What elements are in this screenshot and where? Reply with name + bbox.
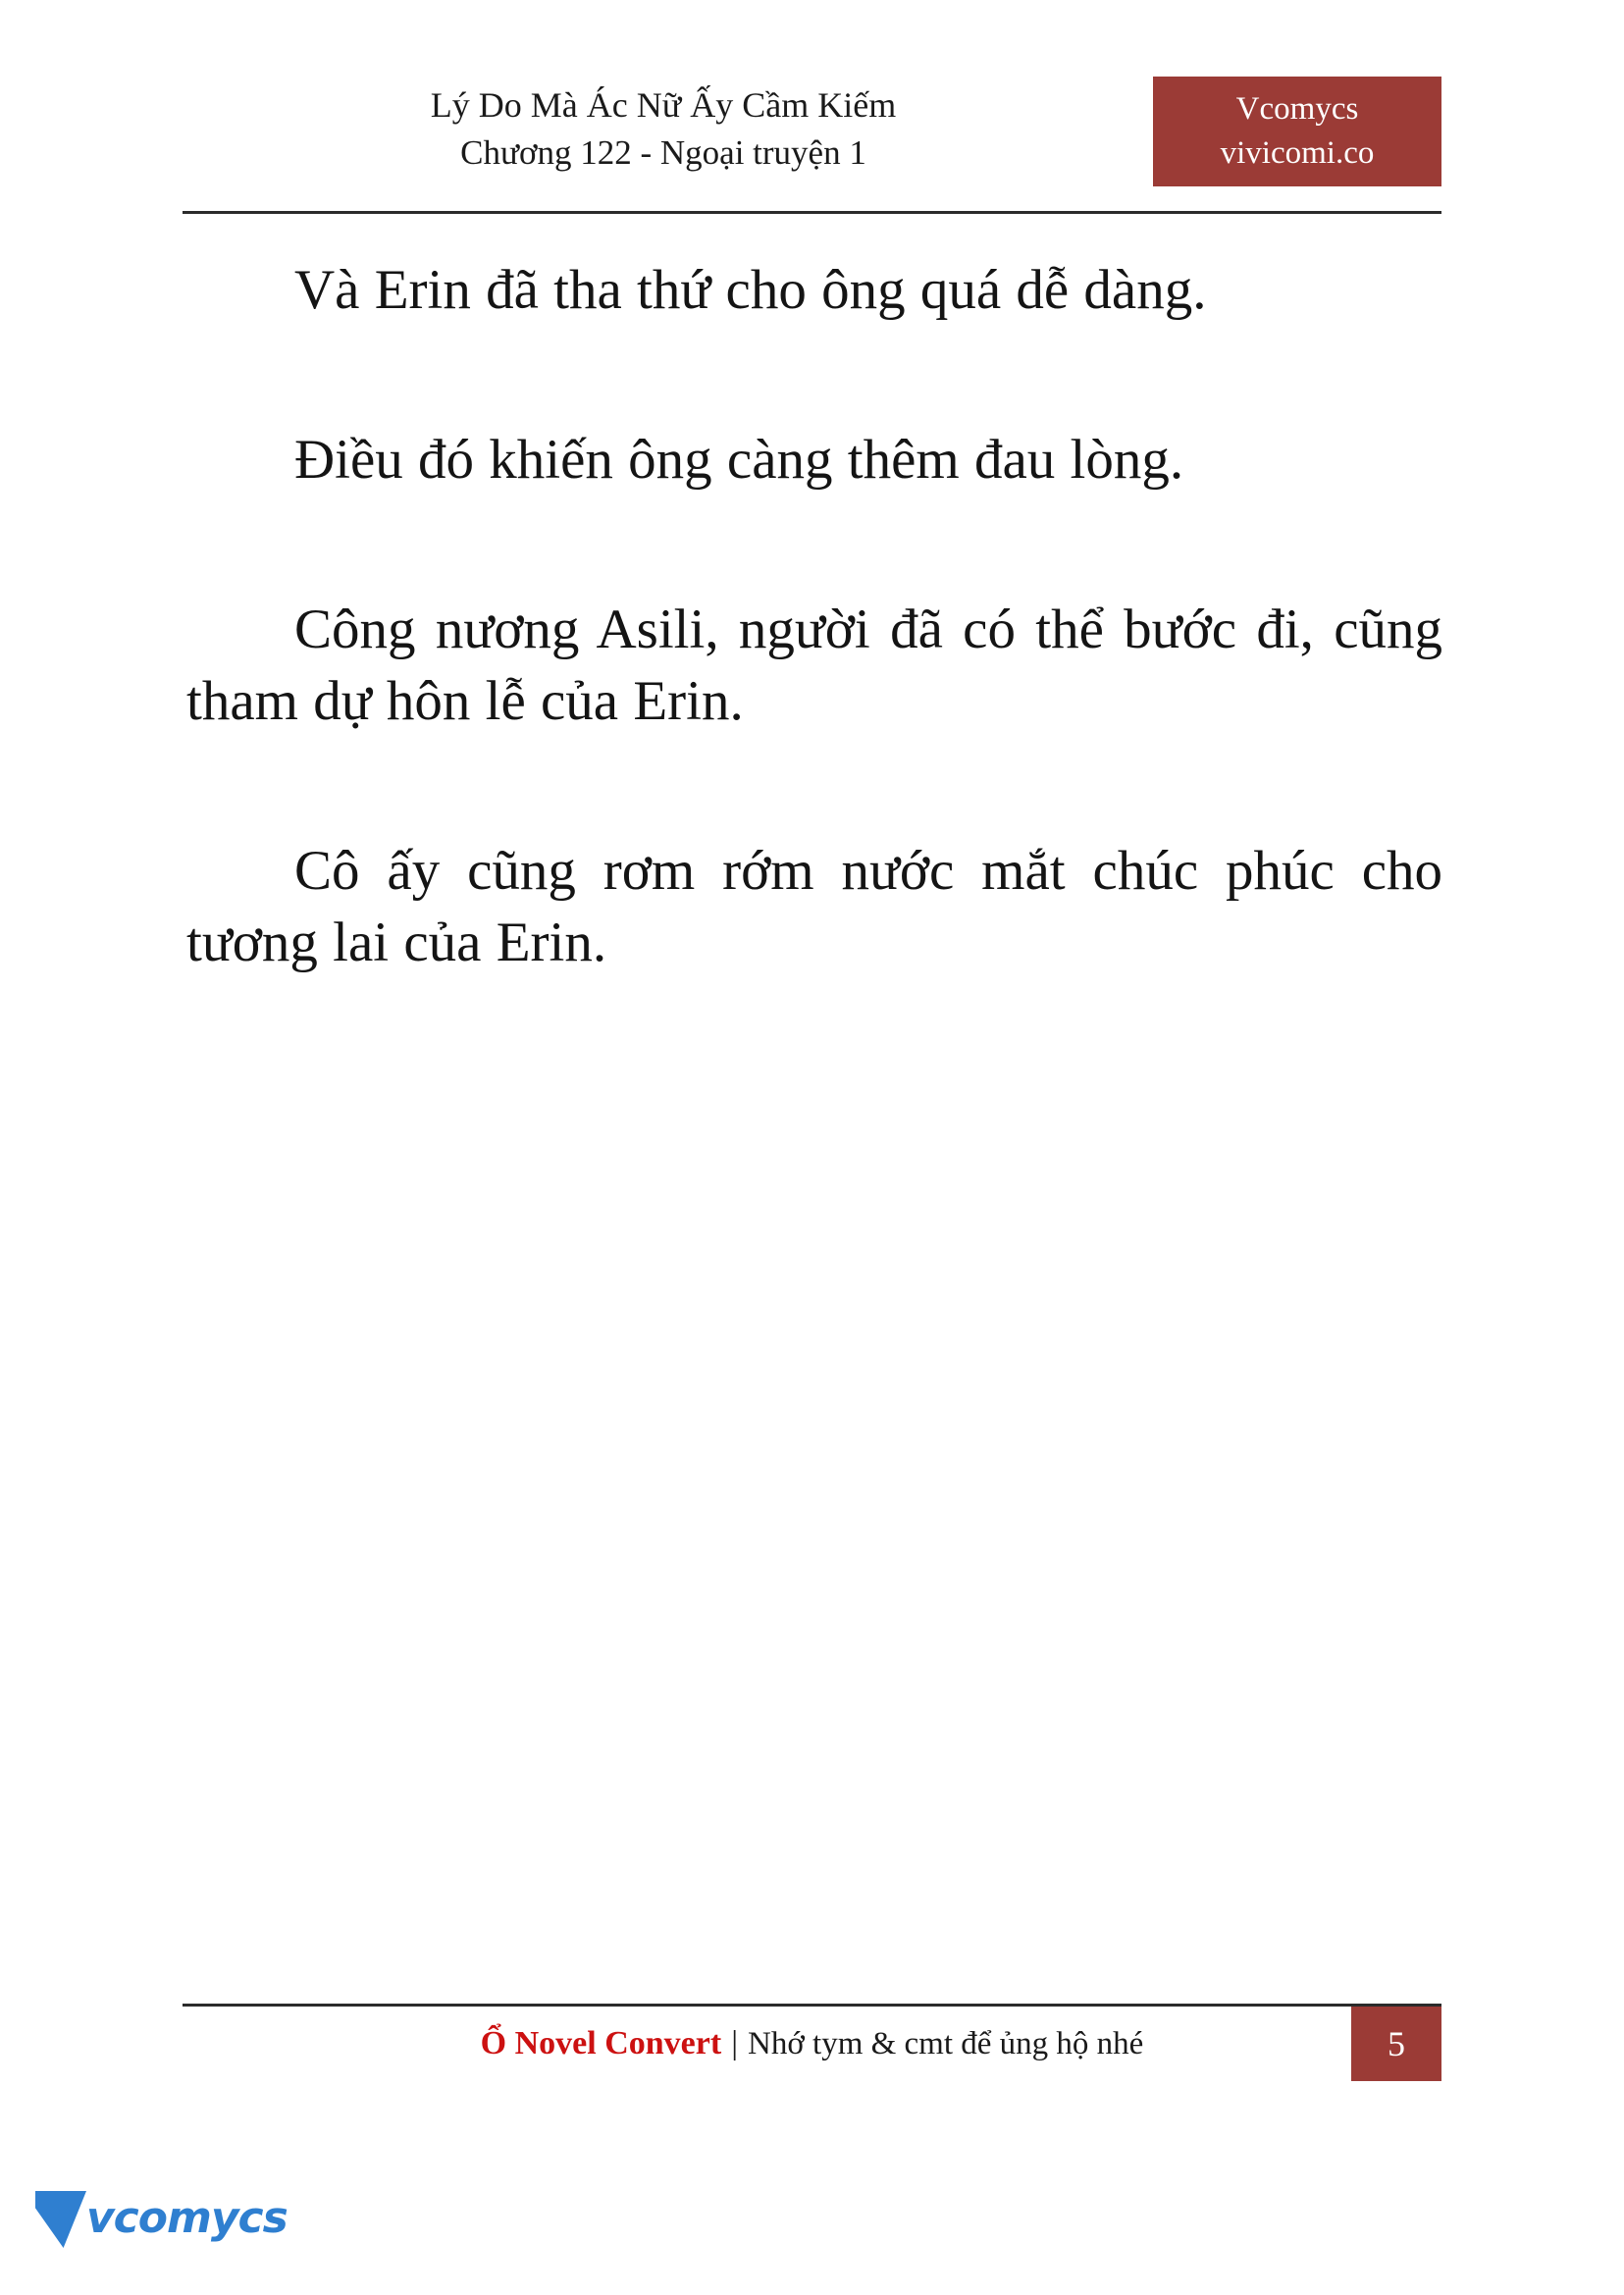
chapter-title: Chương 122 - Ngoại truyện 1 [460, 133, 866, 172]
footer-brand: Ổ Novel Convert [480, 2025, 722, 2061]
novel-title: Lý Do Mà Ác Nữ Ấy Cầm Kiếm [430, 85, 897, 125]
header-divider [183, 211, 1441, 214]
site-badge-url: vivicomi.co [1220, 135, 1375, 171]
paragraph: Điều đó khiến ông càng thêm đau lòng. [294, 428, 1184, 491]
paragraph: Công nương Asili, người đã có thể bước đi, cũng tham dự hôn lễ của Erin. [186, 598, 1442, 732]
header-title-block [183, 80, 1144, 177]
footer-separator: | [731, 2025, 738, 2061]
paragraph: Và Erin đã tha thứ cho ông quá dễ dàng. [294, 259, 1207, 321]
page-number-badge: 5 [1351, 2007, 1441, 2081]
watermark-text: vcomycs [86, 2193, 288, 2243]
site-badge-name: Vcomycs [1235, 91, 1359, 127]
page-header [183, 77, 1441, 214]
page-footer [183, 2004, 1441, 2094]
footer-note: Nhớ tym & cmt để ủng hộ nhé [748, 2025, 1144, 2061]
watermark-logo [35, 2185, 288, 2266]
page-content [186, 255, 1442, 979]
footer-text-block [183, 2007, 1441, 2081]
site-badge [1153, 77, 1441, 186]
paragraph: Cô ấy cũng rơm rớm nước mắt chúc phúc cho tương lai của Erin. [186, 839, 1442, 973]
watermark-mark-icon [35, 2191, 86, 2248]
